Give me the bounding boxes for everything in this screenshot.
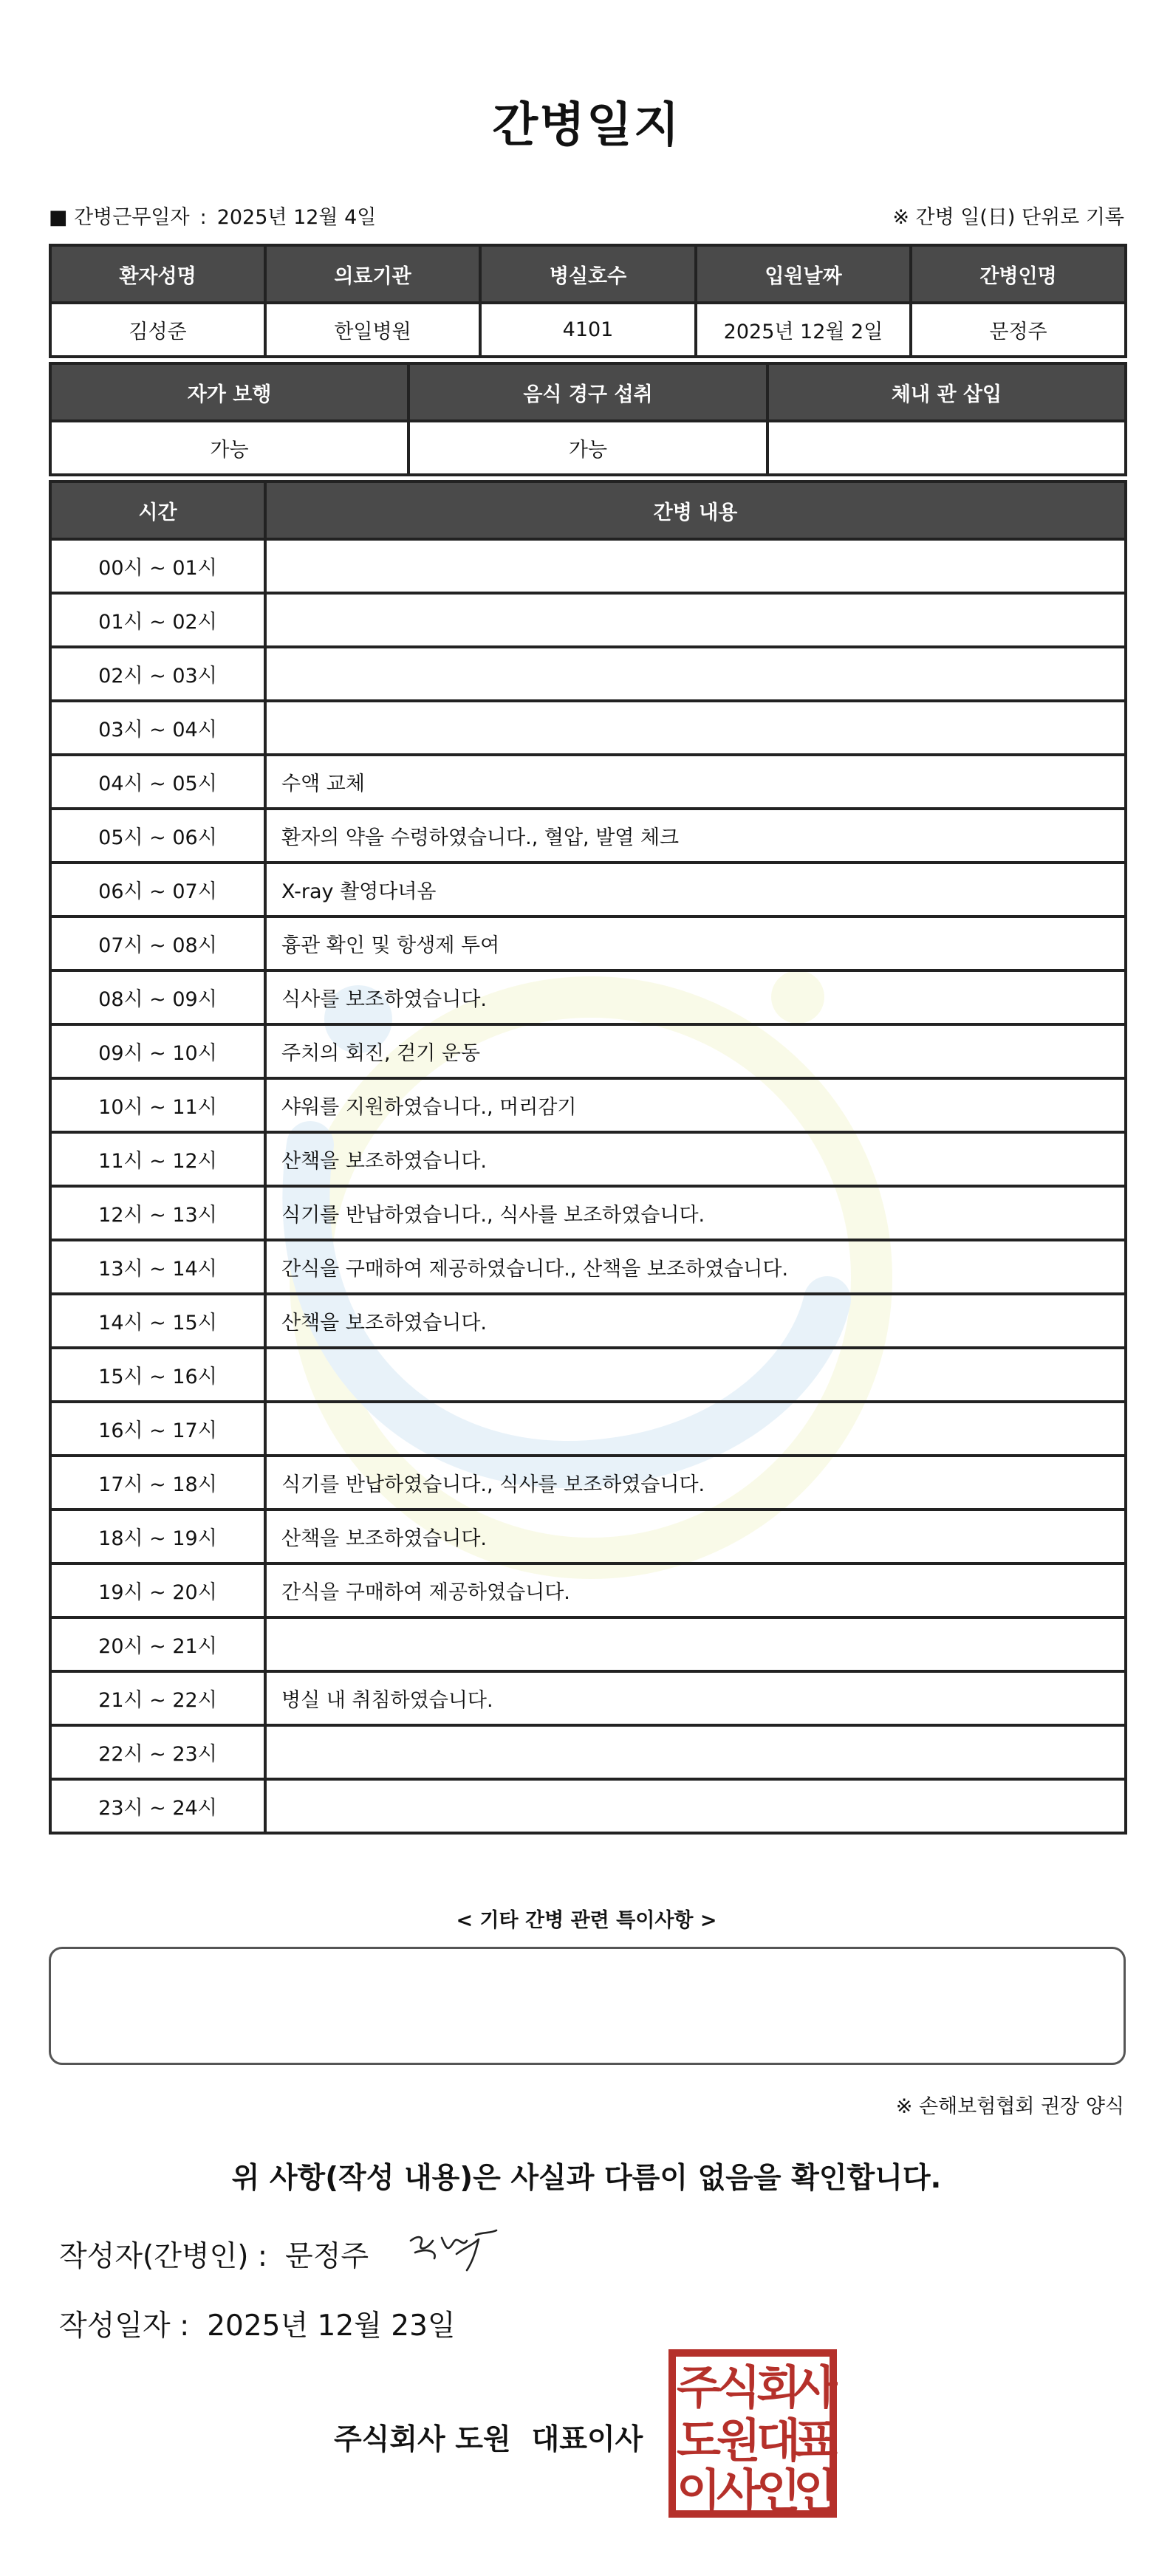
log-time: 05시 ~ 06시 <box>50 809 265 863</box>
log-content: 식기를 반납하였습니다., 식사를 보조하였습니다. <box>265 1456 1126 1510</box>
log-content <box>265 1725 1126 1779</box>
table-row <box>50 917 1126 970</box>
page-title: 간병일지 <box>492 98 681 153</box>
oral-intake-value: 가능 <box>408 421 767 475</box>
table-row <box>50 809 1126 863</box>
log-content <box>265 539 1126 593</box>
log-time: 11시 ~ 12시 <box>50 1132 265 1186</box>
table-row <box>50 1617 1126 1671</box>
table-row <box>50 1725 1126 1779</box>
svg-text:주: 주 <box>677 2360 721 2414</box>
log-content: 병실 내 취침하였습니다. <box>265 1671 1126 1725</box>
log-time: 12시 ~ 13시 <box>50 1186 265 1240</box>
patient-info-header-row <box>50 245 1126 303</box>
admission-date: 2025년 12월 2일 <box>696 303 911 357</box>
care-log-header-row <box>50 482 1126 539</box>
written-date-label: 작성일자 : <box>59 2309 190 2343</box>
log-time: 21시 ~ 22시 <box>50 1671 265 1725</box>
remarks-title: < 기타 간병 관련 특이사항 > <box>456 1909 717 1932</box>
table-row <box>50 1671 1126 1725</box>
log-content: 산책을 보조하였습니다. <box>265 1294 1126 1348</box>
table-row <box>50 1294 1126 1348</box>
company-name: 주식회사 도원 <box>334 2423 511 2456</box>
table-row <box>50 539 1126 593</box>
condition-value-row <box>50 421 1126 475</box>
tube-insertion-value <box>767 421 1126 475</box>
table-row <box>50 970 1126 1024</box>
header-self-walking: 자가 보행 <box>50 363 408 421</box>
table-row <box>50 1456 1126 1510</box>
log-content: 간식을 구매하여 제공하였습니다., 산책을 보조하였습니다. <box>265 1240 1126 1294</box>
log-time: 22시 ~ 23시 <box>50 1725 265 1779</box>
writer-name: 문정주 <box>285 2240 369 2273</box>
company-signature-line <box>334 2416 643 2458</box>
svg-text:사: 사 <box>793 2360 838 2414</box>
table-row <box>50 593 1126 647</box>
svg-text:대: 대 <box>756 2414 801 2467</box>
table-row <box>50 1132 1126 1186</box>
log-content: 식기를 반납하였습니다., 식사를 보조하였습니다. <box>265 1186 1126 1240</box>
work-date-row <box>49 201 1124 230</box>
log-content <box>265 1617 1126 1671</box>
writer-label: 작성자(간병인) : <box>59 2240 268 2273</box>
log-content <box>265 1402 1126 1456</box>
log-time: 02시 ~ 03시 <box>50 647 265 701</box>
care-log-table <box>49 480 1127 1835</box>
table-row <box>50 1348 1126 1402</box>
table-row <box>50 863 1126 917</box>
svg-text:회: 회 <box>756 2360 801 2414</box>
log-content: 간식을 구매하여 제공하였습니다. <box>265 1563 1126 1617</box>
patient-info-value-row <box>50 303 1126 357</box>
log-content: 환자의 약을 수령하였습니다., 혈압, 발열 체크 <box>265 809 1126 863</box>
patient-name: 김성준 <box>50 303 265 357</box>
log-content <box>265 1779 1126 1833</box>
ceo-title: 대표이사 <box>531 2423 643 2456</box>
caregiver-name: 문정주 <box>911 303 1126 357</box>
log-time: 18시 ~ 19시 <box>50 1510 265 1563</box>
log-content <box>265 593 1126 647</box>
header-care-content: 간병 내용 <box>265 482 1126 539</box>
svg-text:원: 원 <box>717 2414 761 2467</box>
table-row <box>50 1240 1126 1294</box>
header-admission-date: 입원날짜 <box>696 245 911 303</box>
header-time: 시간 <box>50 482 265 539</box>
log-content: 수액 교체 <box>265 755 1126 809</box>
log-time: 08시 ~ 09시 <box>50 970 265 1024</box>
log-time: 01시 ~ 02시 <box>50 593 265 647</box>
log-time: 06시 ~ 07시 <box>50 863 265 917</box>
patient-condition-table <box>49 362 1127 476</box>
room-number: 4101 <box>480 303 696 357</box>
work-date-label: ■ 간병근무일자 <box>49 206 190 229</box>
svg-text:이: 이 <box>677 2464 721 2518</box>
log-time: 14시 ~ 15시 <box>50 1294 265 1348</box>
table-row <box>50 1563 1126 1617</box>
remarks-box <box>49 1947 1126 2065</box>
log-time: 07시 ~ 08시 <box>50 917 265 970</box>
table-row <box>50 1078 1126 1132</box>
log-content: 주치의 회진, 걷기 운동 <box>265 1024 1126 1078</box>
record-unit-note: ※ 간병 일(日) 단위로 기록 <box>892 206 1124 229</box>
writer-row <box>59 2233 369 2275</box>
log-time: 17시 ~ 18시 <box>50 1456 265 1510</box>
header-hospital: 의료기관 <box>265 245 480 303</box>
table-row <box>50 1186 1126 1240</box>
log-time: 16시 ~ 17시 <box>50 1402 265 1456</box>
svg-text:사: 사 <box>717 2464 761 2518</box>
confirmation-statement: 위 사항(작성 내용)은 사실과 다름이 없음을 확인합니다. <box>231 2162 942 2195</box>
svg-text:도: 도 <box>677 2414 721 2467</box>
table-row <box>50 647 1126 701</box>
form-source-note: ※ 손해보험협회 권장 양식 <box>895 2095 1124 2118</box>
care-log-rows <box>50 539 1126 1833</box>
log-time: 15시 ~ 16시 <box>50 1348 265 1402</box>
work-date-separator: : <box>199 206 207 229</box>
self-walking-value: 가능 <box>50 421 408 475</box>
table-row <box>50 1024 1126 1078</box>
table-row <box>50 1779 1126 1833</box>
table-row <box>50 1402 1126 1456</box>
log-time: 04시 ~ 05시 <box>50 755 265 809</box>
log-content: X-ray 촬영다녀옴 <box>265 863 1126 917</box>
work-date <box>49 201 376 230</box>
log-content: 식사를 보조하였습니다. <box>265 970 1126 1024</box>
signature-icon <box>405 2219 501 2275</box>
log-time: 13시 ~ 14시 <box>50 1240 265 1294</box>
hospital-name: 한일병원 <box>265 303 480 357</box>
svg-text:식: 식 <box>717 2360 761 2414</box>
log-time: 10시 ~ 11시 <box>50 1078 265 1132</box>
table-row <box>50 1510 1126 1563</box>
log-content <box>265 1348 1126 1402</box>
header-oral-intake: 음식 경구 섭취 <box>408 363 767 421</box>
log-time: 09시 ~ 10시 <box>50 1024 265 1078</box>
svg-text:표: 표 <box>793 2414 838 2467</box>
work-date-value: 2025년 12월 4일 <box>216 206 377 229</box>
table-row <box>50 755 1126 809</box>
condition-header-row <box>50 363 1126 421</box>
log-content <box>265 647 1126 701</box>
header-caregiver-name: 간병인명 <box>911 245 1126 303</box>
written-date-value: 2025년 12월 23일 <box>207 2309 456 2343</box>
header-room-number: 병실호수 <box>480 245 696 303</box>
table-row <box>50 701 1126 755</box>
log-content: 산책을 보조하였습니다. <box>265 1510 1126 1563</box>
header-patient-name: 환자성명 <box>50 245 265 303</box>
log-time: 00시 ~ 01시 <box>50 539 265 593</box>
svg-text:인: 인 <box>793 2464 838 2518</box>
svg-text:인: 인 <box>756 2464 801 2518</box>
written-date-row <box>59 2303 456 2344</box>
log-content <box>265 701 1126 755</box>
log-content: 산책을 보조하였습니다. <box>265 1132 1126 1186</box>
patient-info-table <box>49 244 1127 358</box>
log-time: 20시 ~ 21시 <box>50 1617 265 1671</box>
log-time: 03시 ~ 04시 <box>50 701 265 755</box>
log-time: 19시 ~ 20시 <box>50 1563 265 1617</box>
log-content: 샤워를 지원하였습니다., 머리감기 <box>265 1078 1126 1132</box>
log-content: 흉관 확인 및 항생제 투여 <box>265 917 1126 970</box>
log-time: 23시 ~ 24시 <box>50 1779 265 1833</box>
header-tube-insertion: 체내 관 삽입 <box>767 363 1126 421</box>
company-seal-icon <box>668 2349 838 2518</box>
